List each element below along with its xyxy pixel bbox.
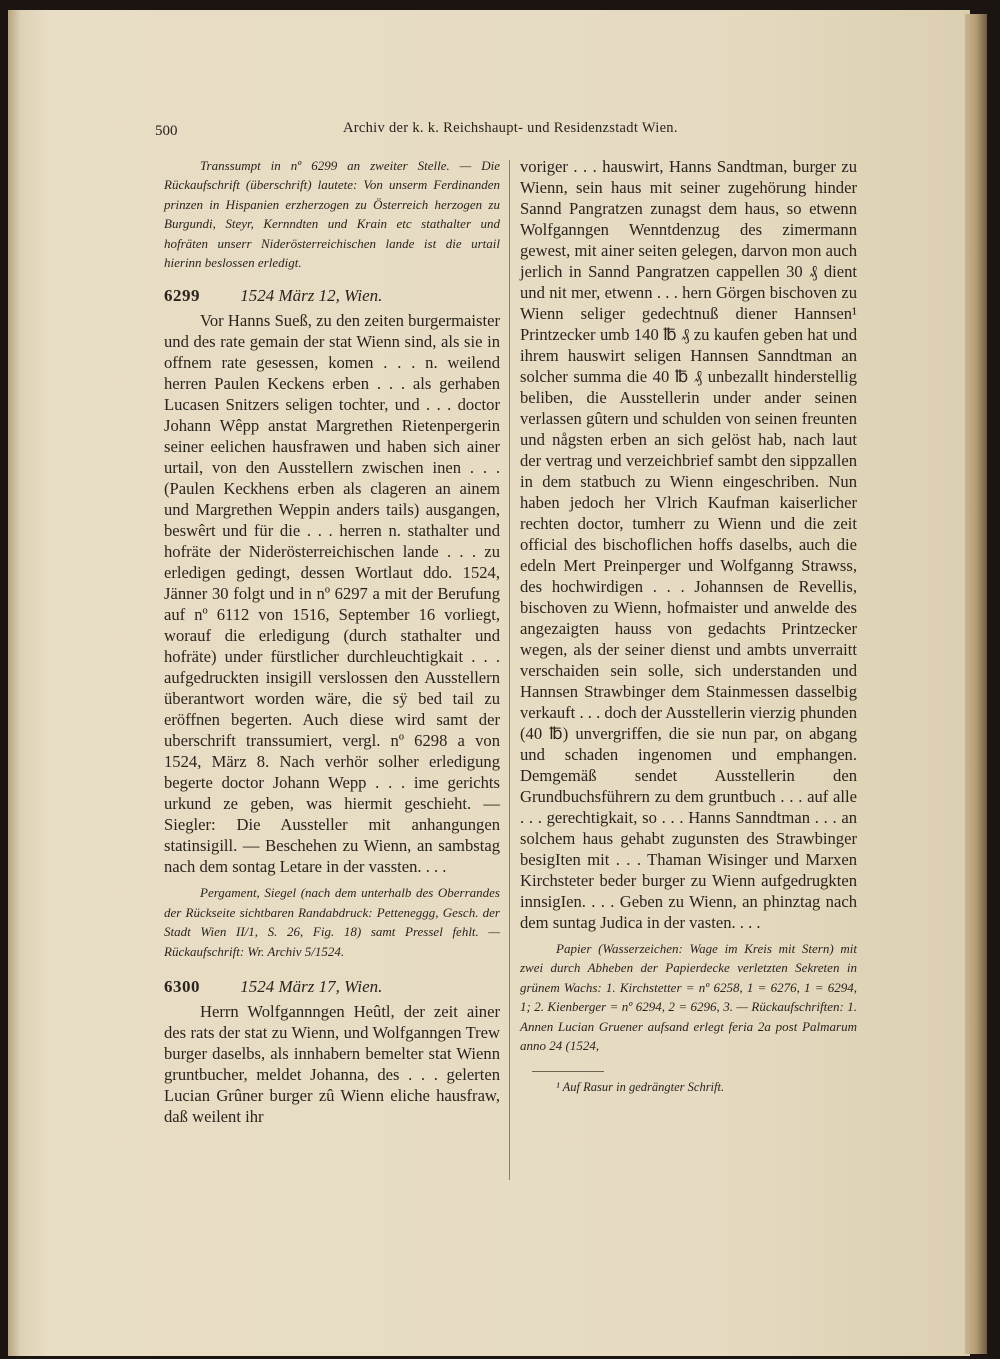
footnote: ¹ Auf Rasur in gedrängter Schrift. <box>556 1080 725 1095</box>
entry-heading-6299 <box>164 284 500 308</box>
column-divider <box>509 160 510 1180</box>
page-number: 500 <box>155 123 178 139</box>
entry-note-6299: Pergament, Siegel (nach dem unterhalb des Oberrandes der Rückseite sichtbaren Randabdruck: Petteneggg, Gesch. der Stadt Wien II/1, S. 26, Fig. 18) samt Pressel fehlt. — Rückaufschrift: Wr. Archiv 5/1524. <box>164 885 500 959</box>
entry-date-place: 1524 März 12, Wien. <box>240 286 383 306</box>
entry-body-6300: Herrn Wolfgannngen Heûtl, der zeit ainer des rats der stat zu Wienn, und Wolfganngen Trew burger daselbs, als innhabern bemelter stat Wienn gruntbucher, meldet Johanna, des . . . gelerten Lucian Grûner burger zû Wienn eliche hausfraw, daß weilent ihr <box>164 1002 500 1127</box>
entry-body-6300-continued: voriger . . . hauswirt, Hanns Sandtman, burger zu Wienn, sein haus mit seiner zugehörung hinder Sannd Pangratzen zunagst dem haus, so etwenn Wolfganngen Wenntdenzug des zimermann gewest, mit ainer seiten gelegen, darvon mon auch jerlich in Sannd Pangratzen cappellen 30 ₰ dient und nit mer, etwenn . . . hern Görgen bischoven zu Wienn seliger gedechtnuß diener Hannsen¹ Printzecker umb 140 ℔ ₰ zu kaufen geben hat und ihrem hauswirt seligen Hannsen Sanndtman an solcher summa die 40 ℔ ₰ unbezallt hinderstellig beliben, die Ausstellerin under ander seinen verlassen gûtern und schulden von seinen freunten und någsten erben an sich gelöst hab, nach laut der vertrag und verzeichbrief sambt den sippzallen in dem statbuch zu Wienn eingeschriben. Nun haben jedoch her Vlrich Kaufman kaiserlicher rechten doctor, tumherr zu Wienn und die zeit official des bischoflichen hoffs daselbs, auch die edeln Mert Preinperger und Wolfganng Strawss, des hochwirdigen . . . Johannsen de Revellis, bischoven zu Wienn, hofmaister und anwelde des angezaigten hauss von gedachts Printzecker wegen, als der seiner dienst und ambts unverraitt verschaiden sein solle, sich understanden und Hannsen Strawbinger dem Stainmessen dasselbig verkauft . . . doch der Ausstellerin vierzig phunden (40 ℔) unvergriffen, die sie nun par, on abgang und schaden ingenomen und emphangen. Demgemäß sendet Ausstellerin den Grundbuchsführern zu dem gruntbuch . . . auf alle . . . gerechtigkait, so . . . Hanns Sanndtman . . . an solchem haus gehabt zugunsten des Strawbinger besigIten mit . . . Thaman Wisinger und Marxen Kirchsteter beder burger zu Wienn aufgedrugkten innsigIen. . . . Geben zu Wienn, an phinztag nach dem suntag Judica in der vasten. . . . <box>520 157 857 932</box>
left-column <box>164 156 500 1127</box>
entry-note-6300: Papier (Wasserzeichen: Wage im Kreis mit Stern) mit zwei durch Abheben der Papierdecke verletzten Sekreten in grünem Wachs: 1. Kirchstetter = nº 6258, 1 = 6276, 1 = 6294, 1; 2. Kienberger = nº 6294, 2 = 6296, 3. — Rückaufschriften: 1. Annen Lucian Gruener aufsand erlegt feria 2a post Palmarum anno 24 (1524, <box>520 941 857 1054</box>
running-title: Archiv der k. k. Reichshaupt- und Residenzstadt Wien. <box>343 120 678 136</box>
entry-heading-6300 <box>164 975 500 999</box>
right-column <box>520 156 857 1098</box>
running-header <box>155 120 885 142</box>
footnote-rule <box>532 1071 604 1072</box>
entry-date-place: 1524 März 17, Wien. <box>240 977 383 997</box>
entry-number: 6300 <box>164 977 200 997</box>
entry-body-6299: Vor Hanns Sueß, zu den zeiten burgermaister und des rate gemain der stat Wienn sind, als sie in offnem rate gesessen, komen . . . n. weilend herren Paulen Keckens erben . . . als gerhaben Lucasen Snitzers seligen tochter, und . . . doctor Johann Wêpp anstat Margrethen Rietenpergerin seiner eelichen hausfrawen und haben sich ainer urtail, von den Ausstellern zwischen inen . . . (Paulen Keckhens erben als clageren an ainem und Margrethen Weppin anders tails) ausgangen, beswêrt und für die . . . herren n. stathalter und hofräte der Niderösterreichischen lande . . . zu erledigen gedingt, dessen Wortlaut ddo. 1524, Jänner 30 folgt und in nº 6297 a mit der Berufung auf nº 6112 von 1516, September 16 vorliegt, worauf die erledigung (durch stathalter und hofräte) under fürstlicher durchleuchtigkait . . . aufgedruckten insigill verslossen den Ausstellern überantwort worden wäre, die sÿ bed tail zu eröffnen begerten. Auch diese wird samt der uberschrift transsumiert, vergl. nº 6298 a von 1524, März 8. Nach verhör solher erledigung begerte doctor Johann Wepp . . . ime gerichts urkund ze geben, was hiermit geschieht. — Siegler: Die Aussteller mit anhangungen statinsigill. — Beschehen zu Wienn, an sambstag nach dem sontag Letare in der vassten. . . . <box>164 311 500 877</box>
entry-number: 6299 <box>164 286 200 306</box>
preface-note: Transsumpt in nº 6299 an zweiter Stelle. — Die Rückaufschrift (überschrift) lautete: Von unserm Ferdinanden prinzen in Hispanien erzherzogen zu Österreich herzogen zu Burgundi, Steyr, Kernndten und Krain etc stathalter und hofräten unserr Niderösterreichischen lande ist die urtail hierinn beslossen erledigt. <box>164 158 500 271</box>
page-edge <box>965 14 987 1354</box>
page-gutter <box>8 10 22 1356</box>
